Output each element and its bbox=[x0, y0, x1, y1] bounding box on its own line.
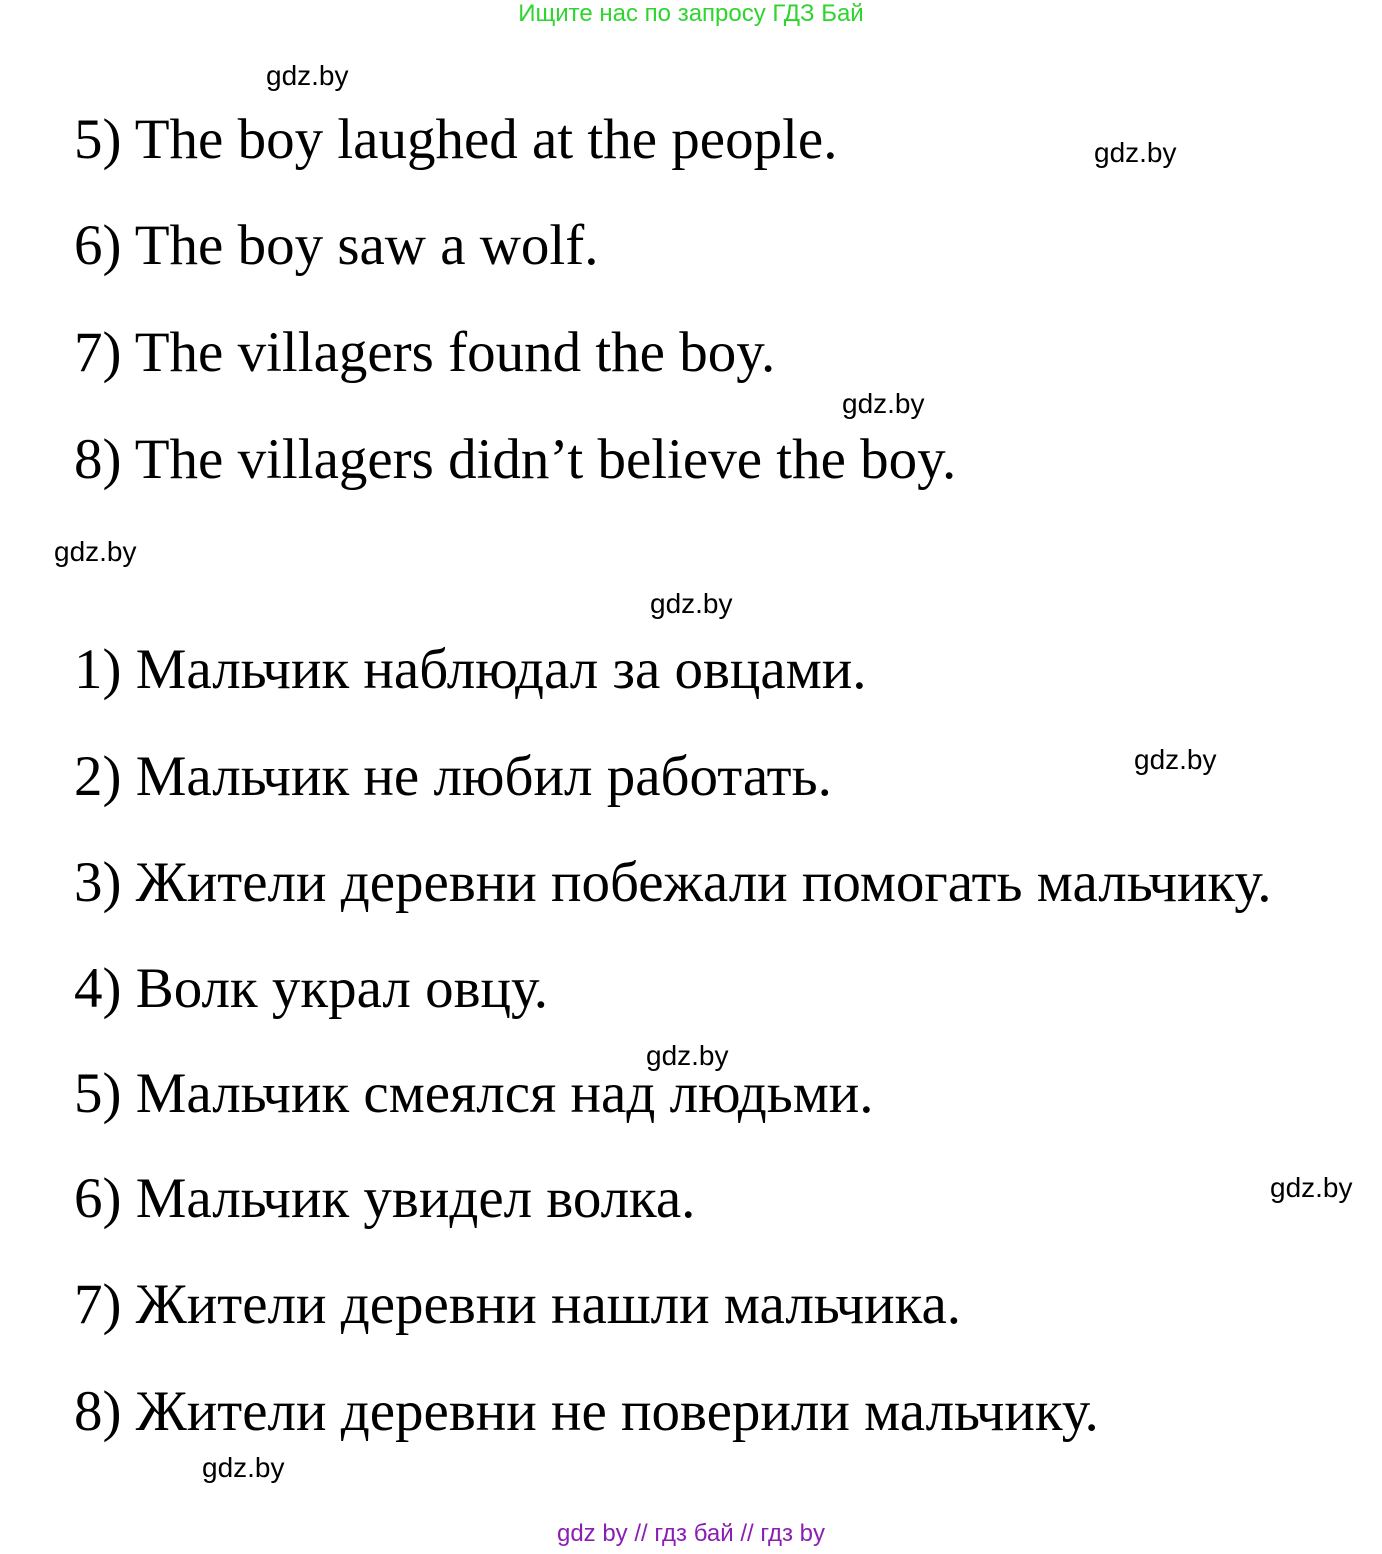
watermark: gdz.by bbox=[1134, 744, 1217, 775]
russian-sentence: 2) Мальчик не любил работать. bbox=[74, 745, 832, 808]
watermark: gdz.by bbox=[1270, 1172, 1353, 1203]
watermark: gdz.by bbox=[646, 1040, 729, 1071]
russian-sentence: 7) Жители деревни нашли мальчика. bbox=[74, 1273, 962, 1336]
watermark: gdz.by bbox=[202, 1452, 285, 1483]
english-sentence: 5) The boy laughed at the people. bbox=[74, 108, 838, 171]
watermark: gdz.by bbox=[266, 60, 349, 91]
english-sentence: 7) The villagers found the boy. bbox=[74, 321, 776, 384]
english-sentence: 8) The villagers didn’t believe the boy. bbox=[74, 428, 957, 491]
russian-sentence: 4) Волк украл овцу. bbox=[74, 957, 549, 1020]
russian-sentence: 1) Мальчик наблюдал за овцами. bbox=[74, 638, 867, 701]
russian-sentence: 8) Жители деревни не поверили мальчику. bbox=[74, 1380, 1099, 1443]
watermark: gdz.by bbox=[842, 388, 925, 419]
russian-sentence: 5) Мальчик смеялся над людьми. bbox=[74, 1062, 874, 1125]
watermark: gdz.by bbox=[1094, 137, 1177, 168]
russian-sentence: 6) Мальчик увидел волка. bbox=[74, 1167, 696, 1230]
watermark: gdz.by bbox=[54, 536, 137, 567]
top-banner: Ищите нас по запросу ГДЗ Бай bbox=[518, 0, 864, 27]
english-sentence: 6) The boy saw a wolf. bbox=[74, 214, 599, 277]
footer-links: gdz by // гдз бай // гдз by bbox=[556, 1520, 826, 1547]
watermark: gdz.by bbox=[650, 588, 733, 619]
russian-sentence: 3) Жители деревни побежали помогать мальчику. bbox=[74, 851, 1272, 914]
